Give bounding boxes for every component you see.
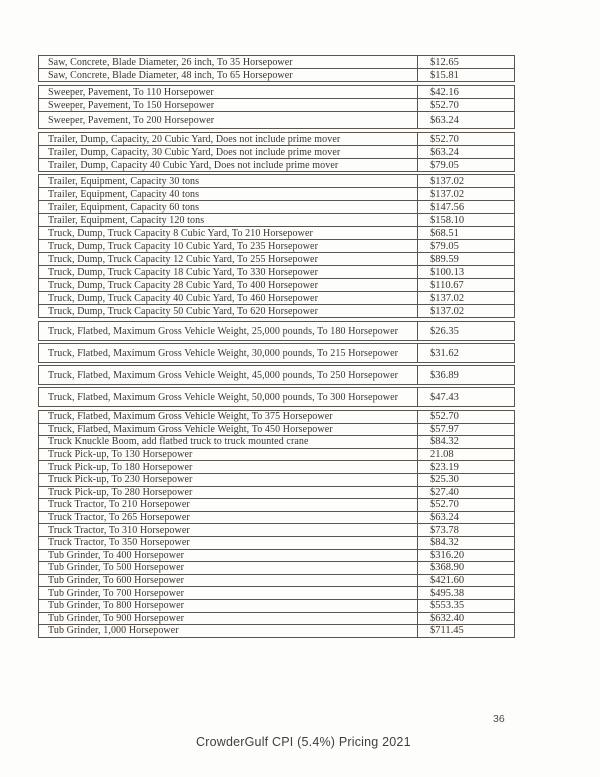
equipment-description: Tub Grinder, To 400 Horsepower [39,550,418,562]
table-row [39,201,514,214]
table-row [39,625,514,637]
equipment-description: Sweeper, Pavement, To 150 Horsepower [39,99,418,111]
price-value: $79.05 [430,240,459,252]
price-value: $36.89 [430,369,459,381]
table-row [39,146,514,159]
equipment-description: Truck Tractor, To 210 Horsepower [39,499,418,511]
price-value: $63.24 [430,512,459,524]
price-value: $63.24 [430,146,459,158]
table-row [39,587,514,600]
table-row [39,461,514,474]
equipment-description: Tub Grinder, To 800 Horsepower [39,600,418,612]
table-row [39,292,514,305]
equipment-description: Truck, Dump, Truck Capacity 18 Cubic Yard, To 330 Horsepower [39,266,418,278]
table-row [39,266,514,279]
table-row [39,188,514,201]
equipment-description: Trailer, Equipment, Capacity 120 tons [39,214,418,226]
table-row [39,388,514,406]
table-row [39,366,514,384]
price-value: $110.67 [430,279,464,291]
price-value: 21.08 [430,449,454,461]
equipment-description: Tub Grinder, To 600 Horsepower [39,575,418,587]
price-value: $47.43 [430,391,459,403]
price-value: $368.90 [430,562,465,574]
equipment-description: Truck, Dump, Truck Capacity 50 Cubic Yard, To 620 Horsepower [39,305,418,317]
page-number: 36 [493,713,505,725]
table-row [39,344,514,362]
equipment-description: Truck, Flatbed, Maximum Gross Vehicle Weight, 50,000 pounds, To 300 Horsepower [39,388,418,406]
equipment-description: Tub Grinder, To 700 Horsepower [39,587,418,599]
price-value: $52.70 [430,411,459,423]
table-row [39,86,514,99]
equipment-description: Truck Knuckle Boom, add flatbed truck to truck mounted crane [39,436,418,448]
equipment-description: Trailer, Dump, Capacity, 30 Cubic Yard, Does not include prime mover [39,146,418,158]
equipment-description: Truck Pick-up, To 230 Horsepower [39,474,418,486]
equipment-description: Sweeper, Pavement, To 110 Horsepower [39,86,418,98]
price-value: $79.05 [430,159,459,171]
price-value: $31.62 [430,347,459,359]
table-section-saw [38,55,515,82]
document-footer: CrowderGulf CPI (5.4%) Pricing 2021 [196,735,411,749]
equipment-description: Truck, Flatbed, Maximum Gross Vehicle Weight, To 375 Horsepower [39,411,418,423]
price-value: $100.13 [430,266,465,278]
table-row [39,69,514,81]
price-value: $84.32 [430,436,459,448]
price-value: $147.56 [430,201,465,213]
table-row [39,175,514,188]
price-value: $495.38 [430,587,465,599]
equipment-description: Truck, Flatbed, Maximum Gross Vehicle Weight, 25,000 pounds, To 180 Horsepower [39,322,418,340]
equipment-description: Truck Tractor, To 310 Horsepower [39,524,418,536]
table-row [39,214,514,227]
table-row [39,487,514,500]
equipment-description: Truck Pick-up, To 280 Horsepower [39,487,418,499]
equipment-description: Tub Grinder, To 900 Horsepower [39,613,418,625]
equipment-description: Truck, Flatbed, Maximum Gross Vehicle Weight, To 450 Horsepower [39,424,418,436]
price-value: $89.59 [430,253,459,265]
price-value: $84.32 [430,537,459,549]
pricing-table [38,55,515,640]
table-row [39,600,514,613]
equipment-description: Truck, Flatbed, Maximum Gross Vehicle Weight, 30,000 pounds, To 215 Horsepower [39,344,418,362]
table-row [39,133,514,146]
table-section-trailer-dump [38,132,515,172]
table-section-flatbed-30000 [38,343,515,363]
table-row [39,562,514,575]
table-section-flatbed-45000 [38,365,515,385]
table-section-flatbed-25000 [38,321,515,341]
table-row [39,279,514,292]
table-row [39,575,514,588]
equipment-description: Trailer, Equipment, Capacity 30 tons [39,175,418,187]
equipment-description: Truck, Flatbed, Maximum Gross Vehicle Weight, 45,000 pounds, To 250 Horsepower [39,366,418,384]
equipment-description: Trailer, Dump, Capacity 40 Cubic Yard, Does not include prime mover [39,159,418,171]
equipment-description: Tub Grinder, To 500 Horsepower [39,562,418,574]
price-value: $553.35 [430,600,465,612]
table-row [39,56,514,69]
table-row [39,253,514,266]
equipment-description: Trailer, Dump, Capacity, 20 Cubic Yard, Does not include prime mover [39,133,418,145]
price-value: $137.02 [430,292,465,304]
price-value: $27.40 [430,486,459,498]
table-row [39,99,514,112]
price-value: $632.40 [430,612,465,624]
equipment-description: Truck Pick-up, To 180 Horsepower [39,461,418,473]
table-row [39,537,514,550]
table-row [39,424,514,437]
table-row [39,305,514,317]
equipment-description: Saw, Concrete, Blade Diameter, 26 inch, To 35 Horsepower [39,56,418,68]
equipment-description: Truck, Dump, Truck Capacity 10 Cubic Yard, To 235 Horsepower [39,240,418,252]
equipment-description: Sweeper, Pavement, To 200 Horsepower [39,112,418,128]
price-value: $25.30 [430,474,459,486]
equipment-description: Trailer, Equipment, Capacity 40 tons [39,188,418,200]
table-row [39,436,514,449]
equipment-description: Saw, Concrete, Blade Diameter, 48 inch, To 65 Horsepower [39,69,418,81]
price-value: $23.19 [430,461,459,473]
price-value: $711.45 [430,625,464,637]
price-value: $137.02 [430,175,465,187]
equipment-description: Truck Tractor, To 265 Horsepower [39,512,418,524]
table-row [39,112,514,128]
price-value: $42.16 [430,86,459,98]
price-value: $26.35 [430,325,459,337]
table-section-trailer-equipment-truck-dump [38,174,515,318]
table-row [39,613,514,626]
table-row [39,512,514,525]
price-value: $421.60 [430,575,465,587]
equipment-description: Truck Tractor, To 350 Horsepower [39,537,418,549]
table-section-truck-misc [38,410,515,638]
price-value: $52.70 [430,99,459,111]
table-row [39,411,514,424]
equipment-description: Tub Grinder, 1,000 Horsepower [39,625,418,637]
price-value: $52.70 [430,499,459,511]
equipment-description: Truck, Dump, Truck Capacity 12 Cubic Yard, To 255 Horsepower [39,253,418,265]
price-value: $63.24 [430,114,459,126]
price-value: $158.10 [430,214,465,226]
price-value: $68.51 [430,227,459,239]
price-value: $12.65 [430,56,459,68]
table-row [39,322,514,340]
table-section-sweeper [38,85,515,129]
table-row [39,449,514,462]
table-row [39,240,514,253]
price-value: $52.70 [430,133,459,145]
price-value: $73.78 [430,524,459,536]
price-value: $137.02 [430,188,465,200]
table-section-flatbed-50000 [38,387,515,407]
table-row [39,550,514,563]
price-value: $137.02 [430,305,465,317]
equipment-description: Truck, Dump, Truck Capacity 28 Cubic Yard, To 400 Horsepower [39,279,418,291]
table-row [39,474,514,487]
table-row [39,499,514,512]
equipment-description: Truck, Dump, Truck Capacity 40 Cubic Yard, To 460 Horsepower [39,292,418,304]
price-value: $57.97 [430,423,459,435]
price-value: $15.81 [430,69,459,81]
equipment-description: Truck, Dump, Truck Capacity 8 Cubic Yard, To 210 Horsepower [39,227,418,239]
table-row [39,159,514,171]
equipment-description: Trailer, Equipment, Capacity 60 tons [39,201,418,213]
table-row [39,227,514,240]
price-value: $316.20 [430,549,465,561]
table-row [39,524,514,537]
equipment-description: Truck Pick-up, To 130 Horsepower [39,449,418,461]
